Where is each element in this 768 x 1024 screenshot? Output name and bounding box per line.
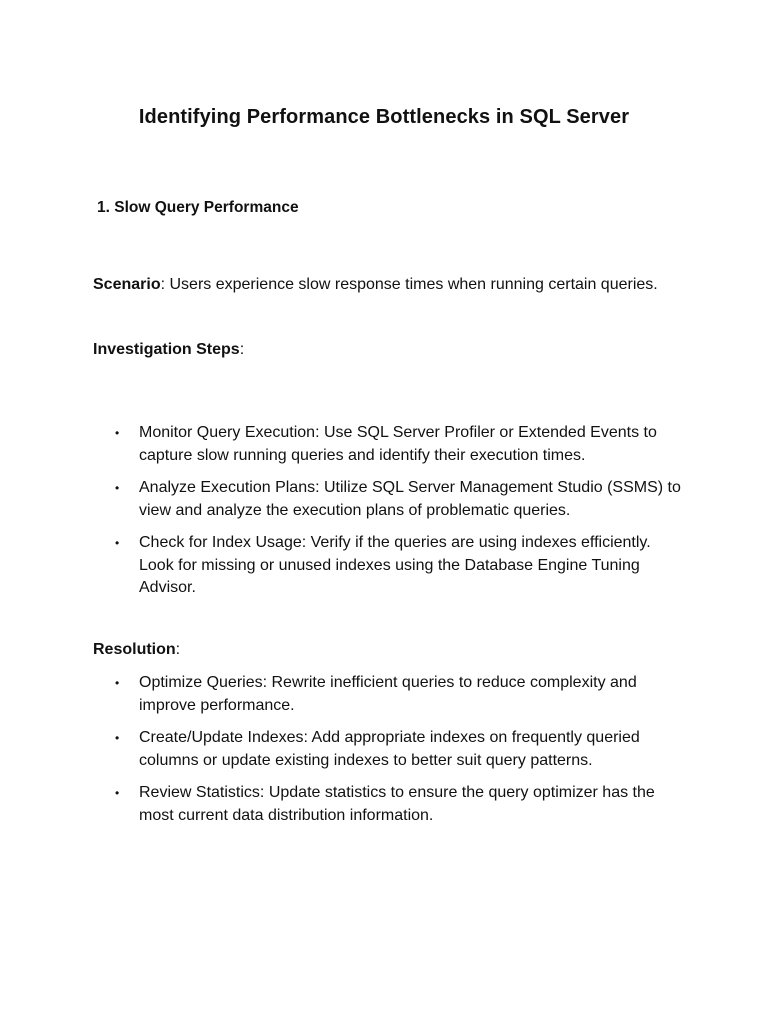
list-item-text: Monitor Query Execution: Use SQL Server Profiler or Extended Events to capture slow running queries and identify their execution times. (139, 424, 657, 464)
list-item-text: Analyze Execution Plans: Utilize SQL Server Management Studio (SSMS) to view and analyze the execution plans of problematic queries. (139, 479, 681, 519)
bullet-icon: • (115, 786, 120, 800)
resolution-list (93, 672, 683, 837)
list-item-text: Check for Index Usage: Verify if the queries are using indexes efficiently. Look for missing or unused indexes using the Database Engine Tuning Advisor. (139, 534, 651, 596)
bullet-icon: • (115, 676, 120, 690)
scenario-paragraph (93, 276, 658, 294)
resolution-label: Resolution (93, 641, 176, 658)
investigation-steps-list (93, 422, 683, 610)
investigation-steps-label: Investigation Steps (93, 341, 240, 358)
list-item (93, 477, 683, 522)
list-item (93, 727, 683, 772)
resolution-heading (93, 641, 180, 659)
scenario-text: : Users experience slow response times when running certain queries. (160, 276, 658, 293)
list-item-text: Optimize Queries: Rewrite inefficient queries to reduce complexity and improve performance. (139, 674, 637, 714)
scenario-label: Scenario (93, 276, 161, 293)
bullet-icon: • (115, 536, 120, 550)
list-item (93, 422, 683, 467)
bullet-icon: • (115, 731, 120, 745)
document-title: Identifying Performance Bottlenecks in SQL Server (138, 106, 630, 128)
resolution-colon: : (175, 641, 181, 658)
list-item (93, 672, 683, 717)
list-item (93, 532, 683, 600)
list-item-text: Create/Update Indexes: Add appropriate indexes on frequently queried columns or update existing indexes to better suit query patterns. (139, 729, 640, 769)
list-item (93, 782, 683, 827)
investigation-steps-heading (93, 341, 244, 359)
list-item-text: Review Statistics: Update statistics to ensure the query optimizer has the most current data distribution information. (139, 784, 655, 824)
bullet-icon: • (115, 481, 120, 495)
investigation-steps-colon: : (239, 341, 245, 358)
section-heading: 1. Slow Query Performance (97, 199, 299, 216)
bullet-icon: • (115, 426, 120, 440)
